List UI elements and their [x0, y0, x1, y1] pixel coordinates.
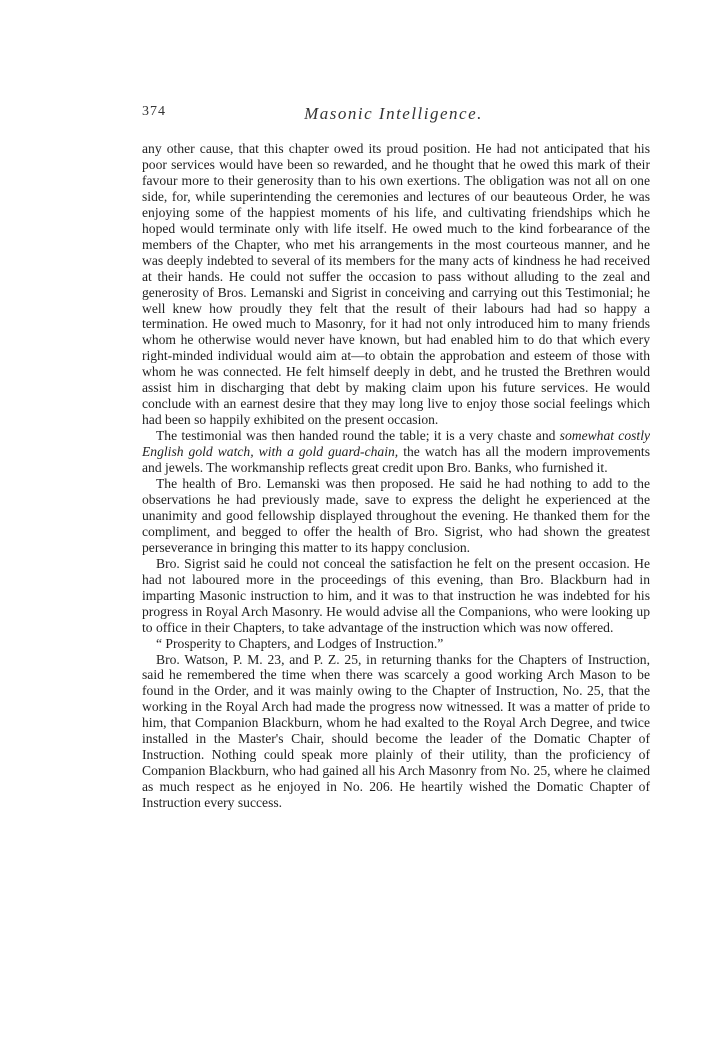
testimonial-text-end: the watch has all the modern improvements and jewels. The workmanship reflects great credit upon Bro. Banks, who furnished it. [142, 444, 651, 476]
body-text [142, 141, 650, 811]
paragraph-testimonial [142, 428, 650, 476]
paragraph-sigrist: Bro. Sigrist said he could not conceal the satisfaction he felt on the present occasion. He had not laboured more in the proceedings of this evening, than Bro. Blackburn had in imparting Masonic instruction to him, and it was to that instruction he was indebted for his progress in Royal Arch Masonry. He would advise all the Companions, who were looking up to office in their Chapters, to take advantage of the instruction which was now offered. [142, 555, 650, 635]
running-title: Masonic Intelligence. [304, 104, 483, 123]
paragraph-watson: Bro. Watson, P. M. 23, and P. Z. 25, in returning thanks for the Chapters of Instruction, said he remembered the time when there was scarcely a good working Arch Mason to be found in the Order, and it was mainly owing to the Chapter of Instruction, No. 25, that the working in the Royal Arch had made the progress now witnessed. It was a matter of pride to him, that Companion Blackburn, whom he had exalted to the Royal Arch Degree, and twice installed in the Master's Chair, should become the leader of the Domatic Chapter of Instruction. Nothing could speak more plainly of their utility, than the proficiency of Companion Blackburn, who had gained all his Arch Masonry from No. 25, where he claimed as much respect as he enjoyed in No. 206. He heartily wished the Domatic Chapter of Instruction every success. [142, 651, 650, 811]
page-number: 374 [142, 104, 166, 119]
paragraph-lemanski: The health of Bro. Lemanski was then proposed. He said he had nothing to add to the observations he had previously made, save to express the delight he experienced at the unanimity and good fellowship displayed throughout the evening. He thanked them for the compliment, and begged to offer the health of Bro. Sigrist, who had shown the greatest perseverance in bringing this matter to its happy conclusion. [142, 476, 650, 555]
page-header [142, 104, 645, 126]
paragraph-toast: “ Prosperity to Chapters, and Lodges of Instruction.” [156, 635, 444, 651]
paragraph-continued: any other cause, that this chapter owed its proud position. He had not anticipated that his poor services would have been so rewarded, and he thought that he owed this mark of their favour more to their generosity than to his own exertions. The obligation was not all on one side, for, while superintending the ceremonies and lectures of our beauteous Order, he was enjoying some of the happiest moments of his life, and cultivating friendships which he hoped would terminate only with life itself. He owed much to the kind forbearance of the members of the Chapter, who met his arrangements in the most courteous manner, and he was deeply indebted to several of its members for the many acts of kindness he had received at their hands. He could not suffer the occasion to pass without alluding to the zeal and generosity of Bros. Lemanski and Sigrist in conceiving and carrying out this Testimonial; he well knew how proudly they felt that the result of their labours had had so happy a termination. He owed much to Masonry, for it had not only introduced him to many friends whom he otherwise would never have known, but had enabled him to do that which every right-minded individual would aim at—to obtain the approbation and esteem of those with whom he was connected. He felt himself deeply in debt, and he trusted the Brethren would assist him in discharging that debt by making claim upon his future services. He would conclude with an earnest desire that they may long live to enjoy those social feelings which had been so happily exhibited on the present occasion. [142, 141, 650, 428]
testimonial-text-start: The testimonial was then handed round the table; it is a very chaste and [156, 428, 560, 444]
testimonial-watch-italic: somewhat costly English gold watch, with a gold guard-chain, [142, 428, 650, 460]
